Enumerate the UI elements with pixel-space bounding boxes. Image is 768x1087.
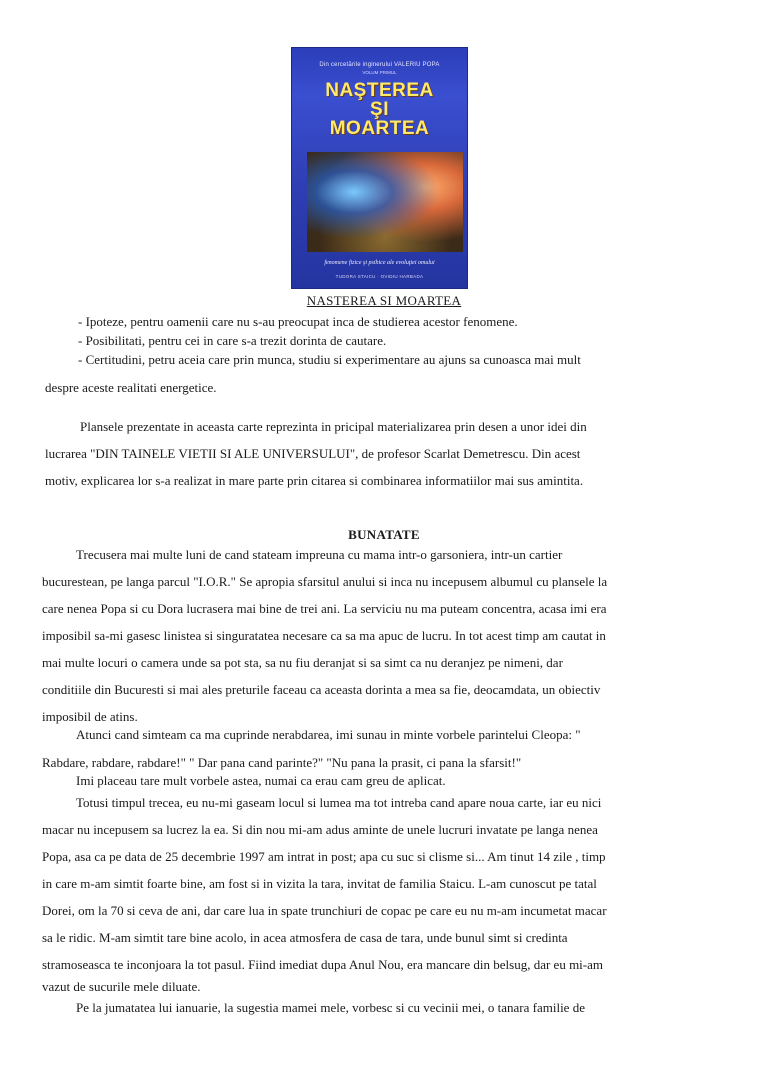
body-line: in care m-am simtit foarte bine, am fost si in vizita la tara, invitat de familia Staicu. L-am cunoscut pe tatal (42, 876, 597, 891)
body-line: bucurestean, pe langa parcul "I.O.R." Se apropia sfarsitul anului si inca nu incepusem albumul cu plansele la (42, 574, 608, 589)
cover-tagline: fenomene fizice şi psihice ale evoluţiei omului (324, 260, 435, 266)
cover-artwork (307, 152, 463, 252)
body-line: imposibil sa-mi gasesc linistea si singuratatea necesare ca sa ma apuc de lucru. In tot acest timp am cautat in (42, 628, 606, 643)
body-line: Imi placeau tare mult vorbele astea, numai ca erau cam greu de aplicat. (76, 773, 446, 788)
body-line: stramoseasca te inconjoara la tot pasul. Fiind imediat dupa Anul Nou, era mancare din belsug, dar eu mi-am (42, 957, 603, 972)
body-line: mai multe locuri o camera unde sa pot sta, sa nu fiu deranjat si sa simt ca nu deranjez pe nimeni, dar (42, 655, 563, 670)
body-line: Totusi timpul trecea, eu nu-mi gaseam locul si lumea ma tot intreba cand apare noua carte, iar eu nici (76, 795, 602, 810)
cover-title-line: MOARTEA (329, 118, 430, 139)
body-line: care nenea Popa si cu Dora lucrasera mai bine de trei ani. La serviciu nu ma puteam concentra, acasa imi era (42, 601, 607, 616)
body-line: Pe la jumatatea lui ianuarie, la sugestia mamei mele, vorbesc si cu vecinii mei, o tanara familie de (76, 1000, 585, 1015)
body-line: sa le ridic. M-am simtit tare bine acolo, in acea atmosfera de casa de tara, unde bunul simt si credinta (42, 930, 568, 945)
body-line: conditiile din Bucuresti si mai ales preturile faceau ca aceasta dorinta a mea sa fie, deocamdata, un obiectiv (42, 682, 601, 697)
body-line: macar nu incepusem sa lucrez la ea. Si din nou mi-am adus aminte de unele lucruri invatate pe langa nenea (42, 822, 598, 837)
paragraph-line: motiv, explicarea lor s-a realizat in mare parte prin citarea si combinarea informatiilor mai sus amintita. (45, 473, 584, 488)
body-line: Trecusera mai multe luni de cand stateam impreuna cu mama intr-o garsoniera, intr-un cartier (76, 547, 563, 562)
image-caption: NASTEREA SI MOARTEA (306, 293, 462, 308)
cover-authors: TUDORA STAICU · OVIDIU HARBADA (335, 274, 424, 279)
paragraph-line: lucrarea "DIN TAINELE VIETII SI ALE UNIVERSULUI", de profesor Scarlat Demetrescu. Din acest (45, 446, 581, 461)
section-heading: BUNATATE (348, 527, 420, 542)
body-line: Atunci cand simteam ca ma cuprinde nerabdarea, imi sunau in minte vorbele parintelui Cleopa: " (76, 727, 581, 742)
intro-line: - Certitudini, petru aceia care prin munca, studiu si experimentare au ajuns sa cunoasca mai mult (78, 352, 581, 367)
body-line: Popa, asa ca pe data de 25 decembrie 1997 am intrat in post; apa cu suc si clisme si... Am tinut 14 zile , timp (42, 849, 606, 864)
paragraph-line: Plansele prezentate in aceasta carte reprezinta in pricipal materializarea prin desen a unor idei din (80, 419, 587, 434)
body-line: Rabdare, rabdare, rabdare!" " Dar pana cand parinte?" "Nu pana la prasit, ci pana la sfarsit!" (42, 755, 522, 770)
body-line: imposibil de atins. (42, 709, 138, 724)
cover-title (297, 81, 462, 138)
cover-title-line: ŞI (370, 99, 389, 120)
cover-title-line: NAŞTEREA (325, 80, 434, 101)
intro-line: despre aceste realitati energetice. (45, 380, 217, 395)
cover-top-line: Din cercetările inginerului VALERIU POPA (319, 62, 440, 68)
body-line: Dorei, om la 70 si ceva de ani, dar care lua in spate trunchiuri de copac pe care eu nu m-am incumetat macar (42, 903, 607, 918)
cover-sub-line: VOLUM PRIMUL (362, 70, 397, 75)
intro-line: - Posibilitati, pentru cei in care s-a trezit dorinta de cautare. (78, 333, 387, 348)
body-line: vazut de sucurile mele diluate. (42, 979, 201, 994)
intro-line: - Ipoteze, pentru oamenii care nu s-au preocupat inca de studierea acestor fenomene. (78, 314, 518, 329)
book-cover-image (291, 47, 468, 289)
